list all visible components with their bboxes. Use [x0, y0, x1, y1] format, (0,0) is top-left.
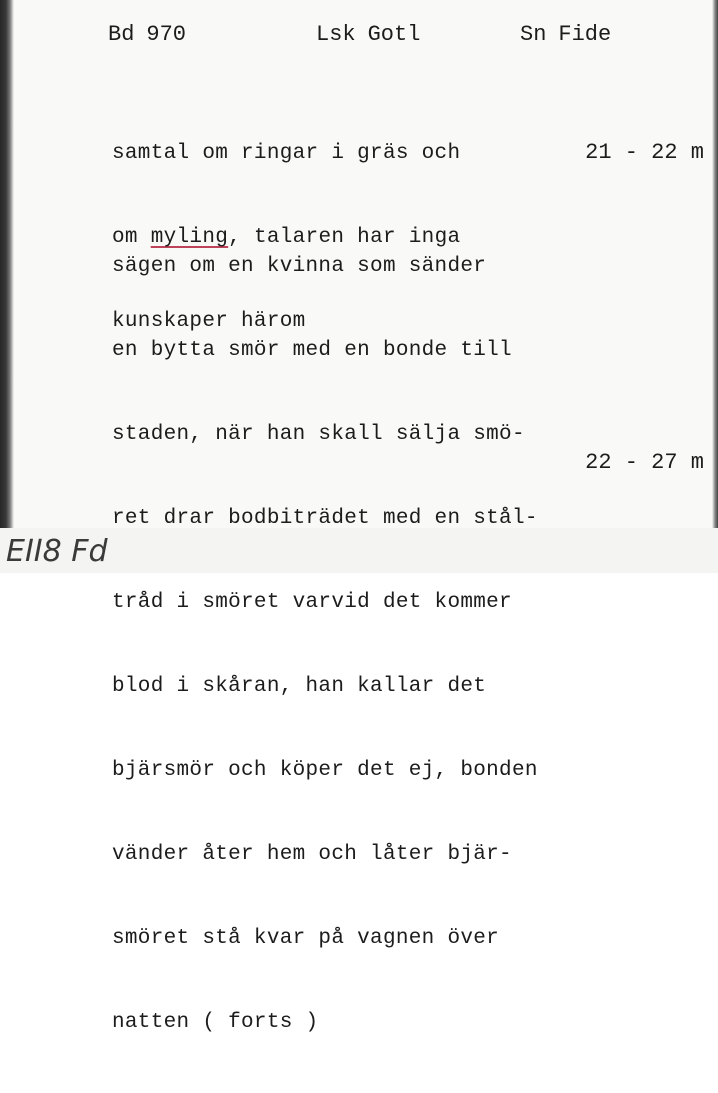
entry-2-line-9: smöret stå kvar på vagnen över [112, 927, 500, 950]
header-sn [520, 22, 611, 47]
lsk-value: Gotl [367, 22, 421, 47]
header-bd [108, 22, 186, 47]
entry-2-line-3: staden, när han skall sälja smö- [112, 423, 525, 446]
entry-1-line-1: samtal om ringar i gräs och [112, 142, 461, 165]
underlined-word: myling [150, 226, 229, 249]
entry-1-line-2-rest: , talaren har inga [228, 226, 461, 249]
sn-key: Sn [520, 22, 547, 47]
entry-2-line-10: natten ( forts ) [112, 1011, 319, 1034]
entry-2-line-1: sägen om en kvinna som sänder [112, 255, 487, 278]
entry-1-line-3: kunskaper härom [112, 310, 306, 333]
card-right-edge [712, 0, 718, 573]
entry-1-range: 21 - 22 m [585, 140, 704, 165]
entry-2-range: 22 - 27 m [585, 450, 704, 475]
entry-1-line-2-start: om [112, 226, 151, 249]
entry-2-line-2: en bytta smör med en bonde till [112, 339, 512, 362]
entry-2-line-5: tråd i smöret varvid det kommer [112, 591, 512, 614]
card-left-edge [0, 0, 14, 540]
entry-2 [112, 197, 538, 1093]
archive-code: EII8 Fd [6, 534, 108, 569]
entry-2-line-6: blod i skåran, han kallar det [112, 675, 487, 698]
lsk-key: Lsk [316, 22, 356, 47]
entry-2-line-8: vänder åter hem och låter bjär- [112, 843, 512, 866]
header-lsk [316, 22, 420, 47]
bd-value: 970 [146, 22, 187, 47]
entry-2-line-4: ret drar bodbiträdet med en stål- [112, 507, 538, 530]
entry-2-line-7: bjärsmör och köper det ej, bonden [112, 759, 538, 782]
bd-key: Bd [108, 22, 135, 47]
sn-value: Fide [558, 22, 612, 47]
